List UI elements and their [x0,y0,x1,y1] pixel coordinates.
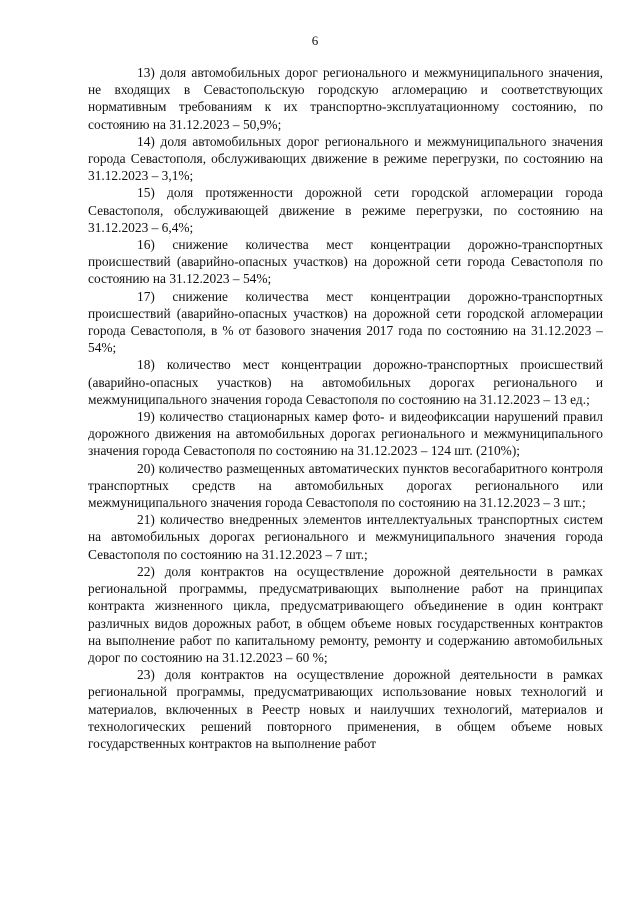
list-item-17: 17) снижение количества мест концентрации дорожно-транспортных происшествий (аварийно-опасных участков) на дорожной сети городской агломерации города Севастополя, в % от базового значения 2017 года по состоянию на 31.12.2023 – 54%; [88,288,603,356]
list-item-14: 14) доля автомобильных дорог регионального и межмуниципального значения города Севастополя, обслуживающих движение в режиме перегрузки, по состоянию на 31.12.2023 – 3,1%; [88,133,603,184]
list-item-13: 13) доля автомобильных дорог регионального и межмуниципального значения, не входящих в Севастопольскую городскую агломерацию и соответствующих нормативным требованиям к их транспортно-эксплуатационному состоянию, по состоянию на 31.12.2023 – 50,9%; [88,65,603,132]
list-item-20: 20) количество размещенных автоматических пунктов весогабаритного контроля транспортных средств на автомобильных дорогах регионального или межмуниципального значения города Севастополя по состоянию на 31.12.2023 – 3 шт.; [88,460,603,511]
list-item-18: 18) количество мест концентрации дорожно-транспортных происшествий (аварийно-опасных участков) на автомобильных дорогах регионального и межмуниципального значения города Севастополя по состоянию на 31.12.2023 – 13 ед.; [88,357,603,407]
list-item-22: 22) доля контрактов на осуществление дорожной деятельности в рамках региональной программы, предусматривающих выполнение работ на принципах контракта жизненного цикла, предусматривающего объединение в один контракт различных видов дорожных работ, в общем объеме новых государственных контрактов на выполнение работ по капитальному ремонту, ремонту и содержанию автомобильных дорог по состоянию на 31.12.2023 – 60 %; [88,563,603,665]
list-item-21: 21) количество внедренных элементов интеллектуальных транспортных систем на автомобильных дорогах регионального и межмуниципального значения города Севастополя по состоянию на 31.12.2023 – 7 шт.; [88,512,603,562]
document-body [88,64,603,752]
list-item-15: 15) доля протяженности дорожной сети городской агломерации города Севастополя, обслуживающей движение в режиме перегрузки, по состоянию на 31.12.2023 – 6,4%; [88,185,603,235]
list-item-23: 23) доля контрактов на осуществление дорожной деятельности в рамках региональной программы, предусматривающих использование новых технологий и материалов, включенных в Реестр новых и наилучших технологий, материалов и технологических решений повторного применения, в общем объеме новых государственных контрактов на выполнение работ [88,667,603,751]
list-item-19: 19) количество стационарных камер фото- и видеофиксации нарушений правил дорожного движения на автомобильных дорогах регионального и межмуниципального значения города Севастополя по состоянию на 31.12.2023 – 124 шт. (210%); [88,409,603,459]
list-item-16: 16) снижение количества мест концентрации дорожно-транспортных происшествий (аварийно-опасных участков) на дорожной сети города Севастополя по состоянию на 31.12.2023 – 54%; [88,237,603,287]
page-number: 6 [311,33,319,48]
